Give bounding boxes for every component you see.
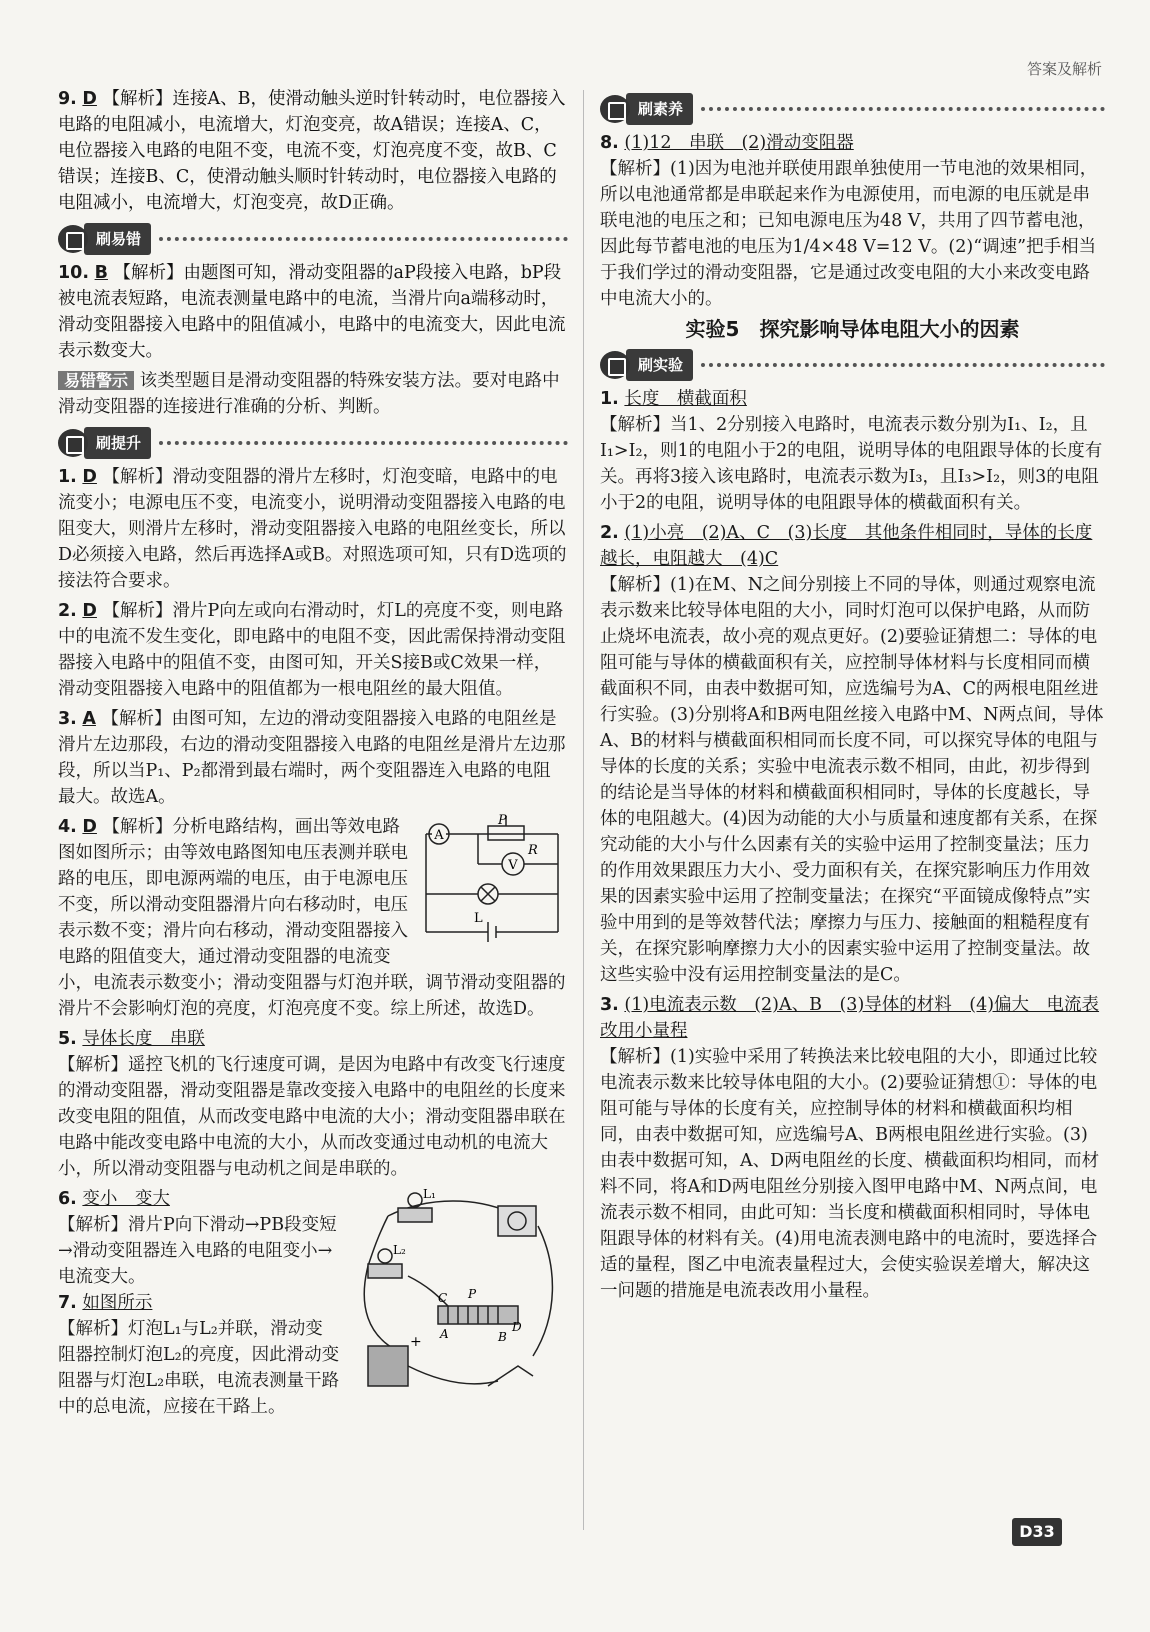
p4: A V P R L 4. D 【解析】分析电路结构，画出等效电路图如图所示；由等效电路图知电压表测并联电路的电压，即电源两端的电压，由于电源电压不变，所以滑动变阻器滑片向右移动时，电压表示数不变；滑片向右移动，滑动变阻器接入电路的阻值变大，通过滑动变阻器的电流变小，电流表示数变小；滑动变阻器与灯泡并联，调节滑动变阻器的滑片不会影响灯泡的亮度，灯泡亮度不变。综上所述，故选D。 (58, 814, 568, 1022)
ammeter-label: A (434, 828, 444, 843)
l2-label: L₂ (393, 1243, 406, 1257)
warning-text: 该类型题目是滑动变阻器的特殊安装方法。要对电路中滑动变阻器的连接进行准确的分析、判断。 (58, 371, 560, 417)
badge-shua-shiyan: 刷实验 (600, 350, 1105, 380)
c-label: C (438, 1291, 448, 1305)
warning-note (58, 368, 568, 420)
brush-icon (600, 95, 630, 123)
page-header: 答案及解析 (1026, 60, 1102, 78)
p1: 1. D 【解析】滑动变阻器的滑片左移时，灯泡变暗，电路中的电流变小；电源电压不变，电流变小，说明滑动变阻器接入电路的电阻变大，则滑片左移时，滑动变阻器接入电路的电阻丝变长，所以D必须接入电路，然后再选择A或B。对照选项可知，只有D选项的接法符合要求。 (58, 467, 567, 591)
b-label: B (498, 1330, 507, 1344)
a-label: A (440, 1327, 449, 1341)
l1-label: L₁ (423, 1187, 436, 1201)
warning-label: 易错警示 (58, 371, 134, 390)
q9: 9. D 【解析】连接A、B，使滑动触头逆时针转动时，电位器接入电路的电阻减小，电流增大，灯泡变亮，故A错误；连接A、C，电位器接入电路的电阻不变，电流不变，灯泡亮度不变，故B、C错误；连接B、C，使滑动触头顺时针转动时，电位器接入电路的电阻减小，电流增大，灯泡变亮，故D正确。 (58, 89, 566, 213)
equivalent-circuit-diagram (418, 814, 568, 954)
e1: 1. 长度 横截面积 【解析】当1、2分别接入电路时，电流表示数分别为I₁、I₂，且I₁>I₂，则1的电阻小于2的电阻，说明导体的电阻跟导体的长度有关。再将3接入该电路时，电流表示数为I₃，且I₃>I₂，则3的电阻小于2的电阻，说明导体的电阻跟导体的横截面积有关。 (600, 389, 1103, 513)
d-label: D (512, 1320, 522, 1334)
plus-label: + (410, 1334, 422, 1350)
e3: 3. (1)电流表示数 (2)A、B (3)导体的材料 (4)偏大 电流表改用小量程 【解析】(1)实验中采用了转换法来比较电阻的大小，即通过比较电流表示数来比较导体电阻的大小。(2)要验证猜想①：导体的电阻可能与导体的长度有关，应控制导体的材料和横截面积均相同，由表中数据可知，应选编号A、B两根电阻丝进行实验。(3)由表中数据可知，A、D两电阻丝的长度、横截面积均相同，而材料不同，将A和D两电阻丝分别接入图甲电路中M、N两点间，电流表示数不相同，由此可知：当长度和横截面积相同时，导体电阻跟导体的材料有关。(4)用电流表测电路中的电流时，要选择合适的量程，图乙中电流表量程过大，会使实验误差增大，解决这一问题的措施是电流表改用小量程。 (600, 995, 1100, 1301)
p3: 3. A 【解析】由图可知，左边的滑动变阻器接入电路的电阻丝是滑片左边那段，右边的滑动变阻器接入电路的电阻丝是滑片左边那段，所以当P₁、P₂都滑到最右端时，两个变阻器连入电路的电阻最大。故选A。 (58, 709, 566, 807)
column-divider (583, 90, 584, 1530)
experiment-title: 实验5 探究影响导体电阻大小的因素 (685, 317, 1020, 341)
lamp-l-label: L (474, 911, 483, 926)
q10-answer: B (94, 263, 108, 283)
brush-icon (58, 429, 88, 457)
p2: 2. D 【解析】滑片P向左或向右滑动时，灯L的亮度不变，则电路中的电流不发生变化，即电路中的电阻不变，因此需保持滑动变阻器接入电路中的阻值不变，由图可知，开关S接B或C效果一样，滑动变阻器接入电路中的阻值都为一根电阻丝的最大阻值。 (58, 601, 566, 699)
badge-shua-yicuo: 刷易错 (58, 224, 568, 254)
e2: 2. (1)小亮 (2)A、C (3)长度 其他条件相同时，导体的长度越长，电阻越大 (4)C 【解析】(1)在M、N之间分别接上不同的导体，则通过观察电流表示数来比较导体电阻的大小，同时灯泡可以保护电路，从而防止烧坏电流表，故小亮的观点更好。(2)要验证猜想二：导体的电阻可能与导体的横截面积有关，应控制导体材料与长度相同而横截面积不同，由表中数据可知，应选编号为A、C的两根电阻丝进行实验。(3)分别将A和B两电阻丝接入电路中M、N两点间，导体A、B的材料与横截面积相同而长度不同，可以探究导体的电阻与导体的长度的关系；实验中电流表示数不相同，由此，初步得到的结论是当导体的材料和横截面积相同时，导体的长度越长，导体的电阻越大。(4)因为动能的大小与质量和速度都有关系，在探究动能的大小与什么因素有关的实验中运用了控制变量法；压力的作用效果跟压力大小、受力面积有关，在探究影响压力作用效果的因素实验中运用了控制变量法；在探究“平面镜成像特点”实验中用到的是等效替代法；摩擦力与压力、接触面的粗糙程度有关，在探究影响摩擦力大小的因素实验中运用了控制变量法。故这些实验中没有运用控制变量法的是C。 (600, 523, 1104, 985)
q8: 8. (1)12 串联 (2)滑动变阻器 【解析】(1)因为电池并联使用跟单独使用一节电池的效果相同，所以电池通常都是串联起来作为电源使用，而电源的电压就是串联电池的电压之和；已知电源电压为48 V，共用了四节蓄电池，因此每节蓄电池的电压为1/4×48 V=12 V。(2)“调速”把手相当于我们学过的滑动变阻器，它是通过改变电阻的大小来改变电路中电流大小的。 (600, 133, 1098, 309)
q9-answer: D (82, 89, 97, 109)
physical-circuit-diagram (348, 1186, 568, 1406)
badge-shua-suyang: 刷素养 (600, 94, 1105, 124)
voltmeter-label: V (508, 858, 518, 873)
q10-explanation: 【解析】由题图可知，滑动变阻器的aP段接入电路，bP段被电流表短路，电流表测量电路中的电流，当滑片向a端移动时，滑动变阻器接入电路中的阻值减小，电路中的电流变大，因此电流表示数变大。 (58, 263, 566, 361)
right-column (600, 86, 1105, 1308)
p6-p7: L₁ L₂ C P A B D + 6. 变小 变大 【解析】滑片P向下滑动→PB段变短→滑动变阻器连入电路的电阻变小→电流变大。 7. 如图所示 【解析】灯泡L₁与L₂并联，滑动变阻器控制灯泡L₂的亮度，因此滑动变阻器与灯泡L₂串联，电流表测量干路中的总电流，应接在干路上。 (58, 1186, 568, 1420)
brush-icon (600, 351, 630, 379)
slider-p-label: P (498, 814, 507, 828)
p5: 5. 导体长度 串联 【解析】遥控飞机的飞行速度可调，是因为电路中有改变飞行速度的滑动变阻器，滑动变阻器是靠改变接入电路中的电阻丝的长度来改变电阻的阻值，从而改变电路中电流的大小；滑动变阻器串联在电路中能改变电路中电流的大小，从而改变通过电动机的电流大小，所以滑动变阻器与电动机之间是串联的。 (58, 1029, 566, 1179)
page-number: D33 (1012, 1518, 1062, 1546)
left-column (58, 86, 568, 1424)
resistor-r-label: R (528, 843, 538, 858)
q10: 10. B 【解析】由题图可知，滑动变阻器的aP段接入电路，bP段被电流表短路，电流表测量电路中的电流，当滑片向a端移动时，滑动变阻器接入电路中的阻值减小，电路中的电流变大，因此电流表示数变大。 (58, 263, 566, 361)
badge-shua-tisheng: 刷提升 (58, 428, 568, 458)
brush-icon (58, 225, 88, 253)
q9-explanation: 【解析】连接A、B，使滑动触头逆时针转动时，电位器接入电路的电阻减小，电流增大，灯泡变亮，故A错误；连接A、C，电位器接入电路的电阻不变，电流不变，灯泡亮度不变，故B、C错误；连接B、C，使滑动触头顺时针转动时，电位器接入电路的电阻减小，电流增大，灯泡变亮，故D正确。 (58, 89, 566, 213)
p-label: P (468, 1287, 477, 1301)
